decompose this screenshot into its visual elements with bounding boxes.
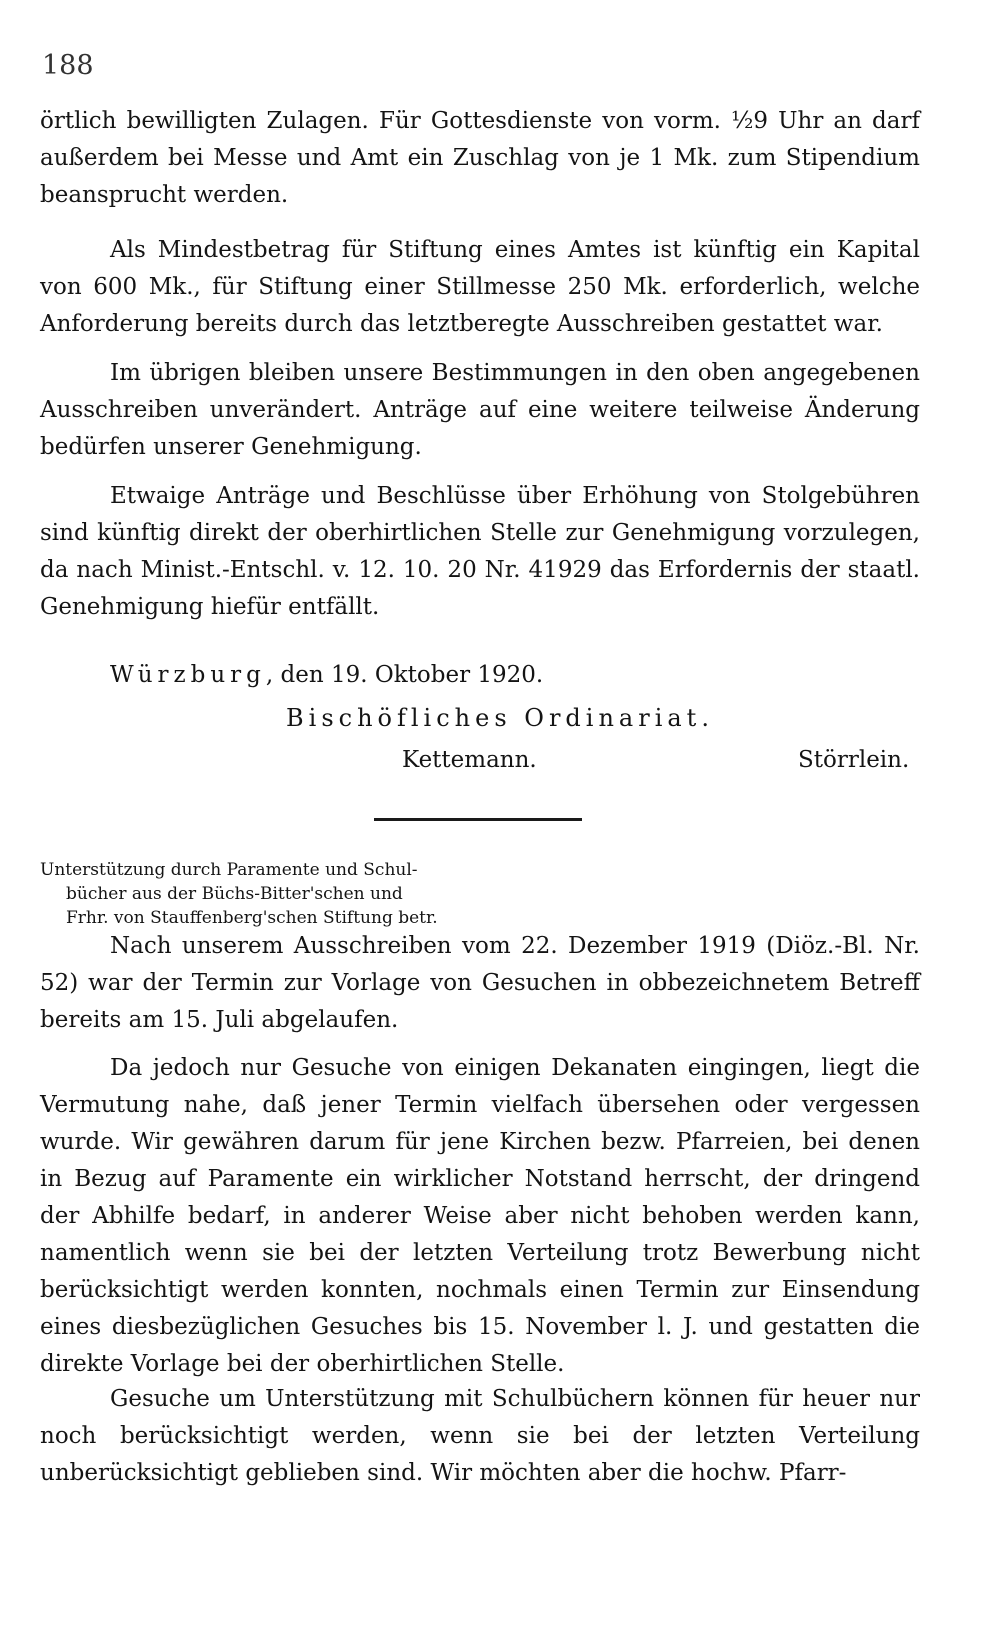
margin-heading-line: Unterstützung durch Paramente und Schul-	[40, 860, 418, 880]
paragraph-remaining-provisions: Im übrigen bleiben unsere Bestimmungen in den oben angegebenen Ausschreiben unverändert. Anträge auf eine weitere teilweise Änderung bedürfen unserer Genehmigung.	[40, 360, 920, 460]
dateline	[110, 657, 543, 694]
paragraph-new-deadline: Da jedoch nur Gesuche von einigen Dekanaten eingingen, liegt die Vermutung nahe, daß jener Termin vielfach übersehen oder vergessen wurde. Wir gewähren darum für jene Kirchen bezw. Pfarreien, bei denen in Bezug auf Paramente ein wirklicher Notstand herrscht, der dringend der Abhilfe bedarf, in anderer Weise aber nicht behoben werden kann, namentlich wenn sie bei der letzten Verteilung trotz Bewerbung nicht berücksichtigt werden konnten, nochmals einen Termin zur Einsendung eines diesbezüglichen Gesuches bis 15. November l. J. und gestatten die direkte Vorlage bei der oberhirtlichen Stelle.	[40, 1055, 920, 1377]
paragraph-stipend-surcharge: örtlich bewilligten Zulagen. Für Gottesdienste von vorm. ½9 Uhr an darf außerdem bei Messe und Amt ein Zuschlag von je 1 Mk. zum Stipendium beansprucht werden.	[40, 108, 920, 208]
paragraph-stole-fees: Etwaige Anträge und Beschlüsse über Erhöhung von Stolgebühren sind künftig direkt der oberhirtlichen Stelle zur Genehmigung vorzulegen, da nach Minist.-Entschl. v. 12. 10. 20 Nr. 41929 das Erfordernis der staatl. Genehmigung hiefür entfällt.	[40, 483, 920, 620]
issuing-authority: Bischöfliches Ordinariat.	[286, 704, 714, 732]
dateline-place: Würzburg	[110, 662, 266, 688]
section-divider	[374, 818, 582, 821]
margin-heading-line: bücher aus der Büchs-Bitter'schen und	[66, 884, 403, 904]
paragraph-deadline-expired: Nach unserem Ausschreiben vom 22. Dezember 1919 (Diöz.-Bl. Nr. 52) war der Termin zur Vorlage von Gesuchen in obbezeichnetem Betreff bereits am 15. Juli abgelaufen.	[40, 933, 920, 1033]
signature-left: Kettemann.	[402, 747, 537, 773]
paragraph-minimum-endowment: Als Mindestbetrag für Stiftung eines Amtes ist künftig ein Kapital von 600 Mk., für Stiftung einer Stillmesse 250 Mk. erforderlich, welche Anforderung bereits durch das letztberegte Ausschreiben gestattet war.	[40, 237, 920, 337]
page-number: 188	[42, 50, 94, 81]
dateline-date: , den 19. Oktober 1920.	[265, 662, 544, 688]
margin-heading-line: Frhr. von Stauffenberg'schen Stiftung betr.	[66, 908, 438, 928]
signature-right: Störrlein.	[798, 747, 910, 773]
margin-heading	[40, 858, 600, 930]
paragraph-school-books: Gesuche um Unterstützung mit Schulbüchern können für heuer nur noch berücksichtigt werden, wenn sie bei der letzten Verteilung unberücksichtigt geblieben sind. Wir möchten aber die hochw. Pfarr-	[40, 1386, 920, 1486]
